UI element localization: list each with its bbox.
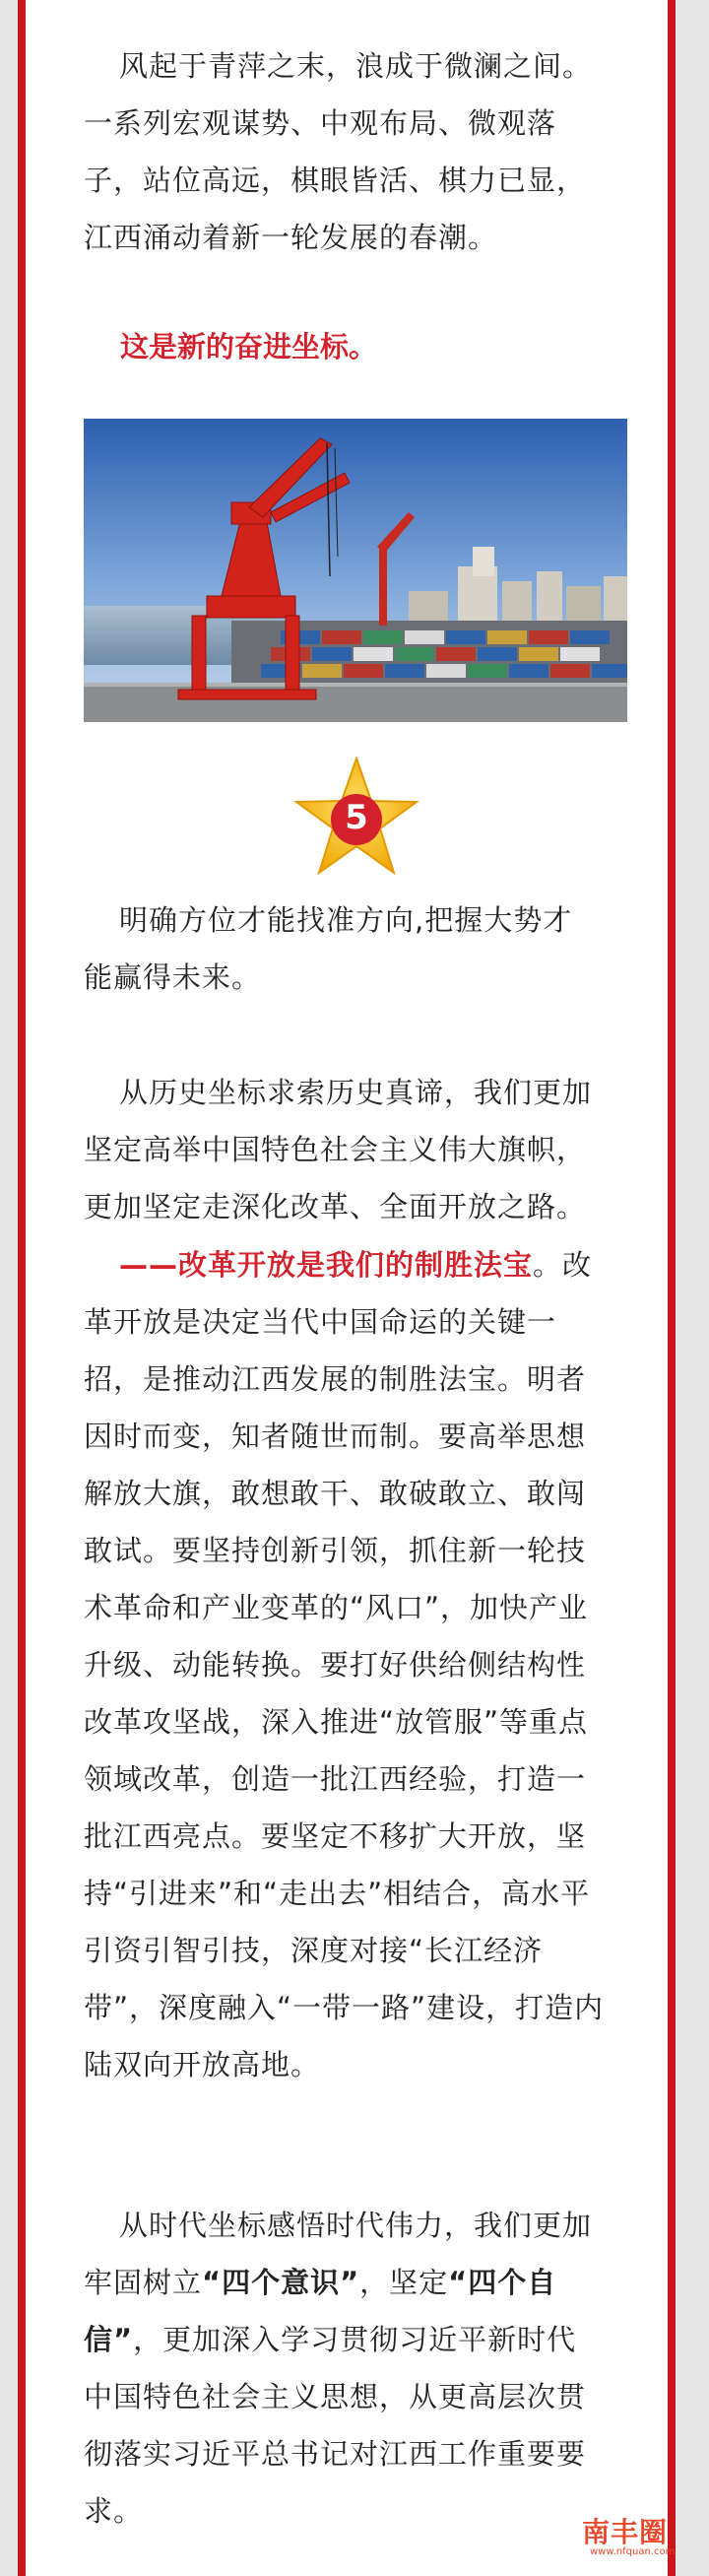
paragraph-reform [84, 1236, 625, 2093]
intro-line: 江西涌动着新一轮发展的春潮。 [84, 221, 498, 254]
section-number-badge [292, 757, 420, 879]
intro-line: 一系列宏观谋势、中观布局、微观落 [84, 106, 557, 140]
reform-lead-tail: 。改 [533, 1248, 593, 1282]
intro-line: 子，站位高远，棋眼皆活、棋力已显， [84, 164, 587, 197]
paragraph-history [84, 1064, 625, 1235]
paragraph-line: 彻落实习近平总书记对江西工作重要要 [84, 2437, 587, 2471]
paragraph-line: 改革攻坚战，深入推进“放管服”等重点 [84, 1705, 589, 1739]
paragraph-line: 领域改革，创造一批江西经验，打造一 [84, 1762, 587, 1796]
bold-term: “四个自 [448, 2266, 557, 2299]
text-span: ，坚定 [359, 2266, 449, 2299]
section-heading [120, 325, 662, 365]
paragraph-line: 革开放是决定当代中国命运的关键一 [84, 1305, 557, 1339]
paragraph-line: 求。 [84, 2494, 144, 2528]
intro-paragraph [84, 37, 625, 266]
paragraph-line: 明确方位才能找准方向,把握大势才 [119, 903, 573, 937]
paragraph-line: 批江西亮点。要坚定不移扩大开放，坚 [84, 1819, 587, 1853]
paragraph-line [84, 2311, 625, 2368]
watermark-logo [576, 2507, 675, 2556]
paragraph-line: 持“引进来”和“走出去”相结合，高水平 [84, 1877, 591, 1910]
intro-line: 风起于青萍之末，浪成于微澜之间。 [119, 49, 593, 83]
left-margin [0, 0, 18, 2576]
text-span: 牢固树立 [84, 2266, 203, 2299]
paragraph-era [84, 2197, 625, 2540]
paragraph-line: 招，是推动江西发展的制胜法宝。明者 [84, 1362, 587, 1396]
paragraph-line: 从历史坐标求索历史真谛，我们更加 [119, 1076, 593, 1109]
paragraph-line: 解放大旗，敢想敢干、敢破敢立、敢闯 [84, 1477, 587, 1510]
paragraph-line: 术革命和产业变革的“风口”，加快产业 [84, 1591, 589, 1624]
text-span: ，更加深入学习贯彻习近平新时代 [133, 2323, 577, 2356]
paragraph-line: 引资引智引技，深度对接“长江经济 [84, 1934, 544, 1967]
right-margin [676, 0, 709, 2576]
badge-number: 5 [345, 798, 368, 837]
watermark-name: 南丰圈 [582, 2516, 669, 2548]
paragraph-line [84, 1236, 625, 1293]
paragraph-line: 敢试。要坚持创新引领，抓住新一轮技 [84, 1534, 587, 1567]
port-crane-photo [84, 419, 627, 722]
watermark-url: www.nfquan.com [590, 2546, 676, 2557]
bold-term: “四个意识” [202, 2266, 360, 2299]
paragraph-line [84, 2254, 625, 2311]
paragraph-line: 因时而变，知者随世而制。要高举思想 [84, 1420, 587, 1453]
paragraph-line: 坚定高举中国特色社会主义伟大旗帜， [84, 1133, 587, 1166]
reform-lead: ——改革开放是我们的制胜法宝 [119, 1248, 534, 1282]
paragraph-line: 从时代坐标感悟时代伟力，我们更加 [119, 2209, 593, 2242]
paragraph-line: 更加坚定走深化改革、全面开放之路。 [84, 1190, 587, 1223]
paragraph-direction [84, 892, 625, 1006]
bold-term: 信” [84, 2323, 134, 2356]
paragraph-line: 升级、动能转换。要打好供给侧结构性 [84, 1648, 587, 1682]
paragraph-line: 能赢得未来。 [84, 960, 262, 994]
heading-text: 这是新的奋进坐标。 [120, 330, 378, 363]
paragraph-line: 带”，深度融入“一带一路”建设，打造内 [84, 1991, 605, 2024]
paragraph-line: 陆双向开放高地。 [84, 2048, 321, 2081]
paragraph-line: 中国特色社会主义思想，从更高层次贯 [84, 2380, 587, 2413]
